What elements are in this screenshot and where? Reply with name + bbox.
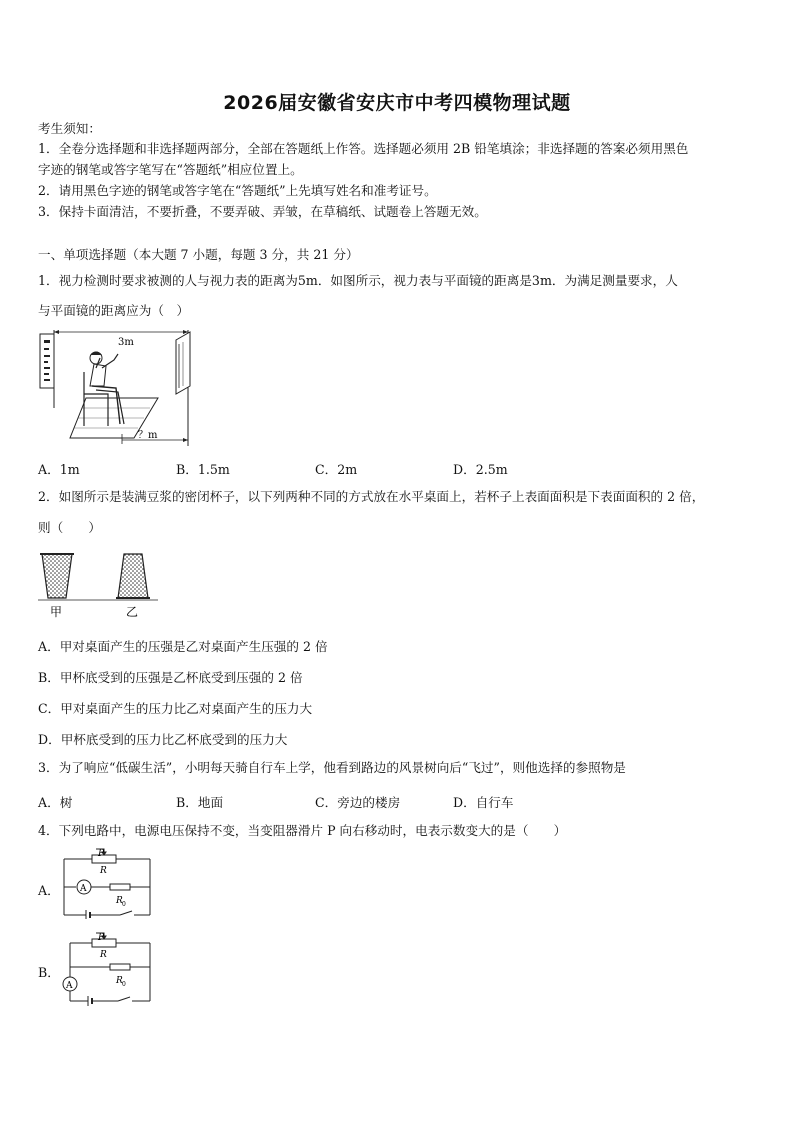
q4a-label-r: R [100, 866, 107, 876]
q2-option-b[interactable]: B．甲杯底受到的压强是乙杯底受到压强的 2 倍 [38, 670, 303, 685]
q2-stem: 2．如图所示是装满豆浆的密闭杯子，以下列两种不同的方式放在水平桌面上，若杯子上表面面积是下表面面积的 2 倍， [38, 489, 705, 504]
q4a-label-r0: R [116, 896, 123, 906]
q1-fig-bottom-label: ？m [138, 430, 158, 441]
q3-option-a[interactable]: A．树 [38, 795, 73, 810]
q4b-label-r0-sub: 0 [122, 981, 126, 988]
q4a-ammeter-label: A [80, 884, 87, 894]
q2-option-a[interactable]: A．甲对桌面产生的压强是乙对桌面产生压强的 2 倍 [38, 639, 328, 654]
q2-option-c[interactable]: C．甲对桌面产生的压力比乙对桌面产生的压力大 [38, 701, 313, 716]
q4a-label-p: P [98, 849, 105, 859]
q3-stem: 3．为了响应“低碳生活”，小明每天骑自行车上学，他看到路边的风景树向后“飞过”，则他选择的参照物是 [38, 760, 626, 775]
q1-option-c[interactable]: C．2m [315, 462, 358, 477]
q1-stem: 1．视力检测时要求被测的人与视力表的距离为5m．如图所示，视力表与平面镜的距离是3m．为满足测量要求，人 [38, 273, 678, 288]
q1-figure [38, 328, 198, 448]
q4-option-a[interactable]: A． [38, 883, 60, 898]
q1-stem-cont: 与平面镜的距离应为（ ） [38, 303, 190, 318]
q2-fig-label-jia: 甲 [50, 605, 63, 619]
section-heading: 一、单项选择题（本大题 7 小题，每题 3 分，共 21 分） [38, 247, 359, 262]
q1-option-d[interactable]: D．2.5m [453, 462, 508, 477]
q4b-label-r0: R [116, 976, 123, 986]
page-title: 2026届安徽省安庆市中考四模物理试题 [223, 92, 571, 114]
notice-item-3: 3．保持卡面清洁，不要折叠，不要弄破、弄皱，在草稿纸、试题卷上答题无效。 [38, 204, 487, 219]
q2-stem-cont: 则（ ） [38, 520, 101, 535]
q1-fig-top-label: 3m [118, 337, 134, 348]
q3-option-d[interactable]: D．自行车 [453, 795, 514, 810]
q3-option-b[interactable]: B．地面 [176, 795, 224, 810]
q4-stem: 4．下列电路中，电源电压保持不变，当变阻器滑片 P 向右移动时，电表示数变大的是（ ） [38, 823, 567, 838]
notice-item-2: 2．请用黑色字迹的钢笔或答字笔在“答题纸”上先填写姓名和准考证号。 [38, 183, 437, 198]
q4b-label-r: R [100, 950, 107, 960]
q2-option-d[interactable]: D．甲杯底受到的压力比乙杯底受到的压力大 [38, 732, 288, 747]
q4-circuit-a [60, 847, 156, 919]
notice-item-1: 1．全卷分选择题和非选择题两部分，全部在答题纸上作答。选择题必须用 2B 铅笔填涂；非选择题的答案必须用黑色 [38, 141, 689, 156]
q2-fig-label-yi: 乙 [126, 605, 139, 619]
q2-figure [38, 548, 158, 622]
q3-option-c[interactable]: C．旁边的楼房 [315, 795, 401, 810]
q1-option-b[interactable]: B．1.5m [176, 462, 230, 477]
q4b-ammeter-label: A [66, 981, 73, 991]
notice-heading: 考生须知： [38, 121, 101, 136]
q1-option-a[interactable]: A．1m [38, 462, 80, 477]
q4b-label-p: P [98, 933, 105, 943]
q4-option-b[interactable]: B． [38, 965, 60, 980]
notice-item-1-cont: 字迹的钢笔或答字笔写在“答题纸”相应位置上。 [38, 162, 303, 177]
q4a-label-r0-sub: 0 [122, 901, 126, 908]
q4-circuit-b [58, 931, 156, 1007]
